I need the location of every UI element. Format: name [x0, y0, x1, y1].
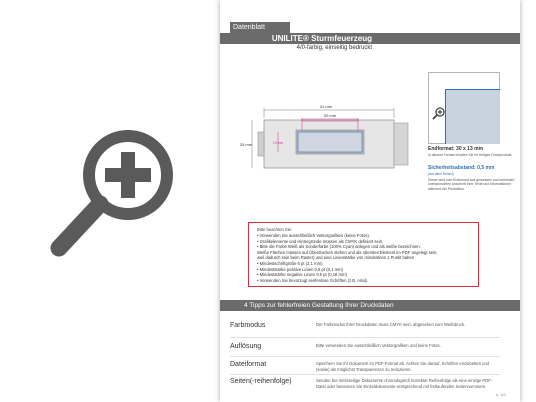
- notice-box: [248, 222, 479, 287]
- tips-title: 4 Tipps zur fehlerfreien Gestaltung Ihrer Druckdaten: [244, 302, 394, 309]
- zoom-detail-box[interactable]: [428, 72, 500, 144]
- zoom-in-icon[interactable]: [48, 124, 178, 260]
- print-area-detail: [445, 89, 500, 144]
- notice-line: • Verwenden Sie bevorzugt serifenlose Schriften (z.B. Arial).: [257, 277, 369, 283]
- notice-line: • Mindestschriftgröße 6 pt (2,1 mm): [257, 260, 323, 266]
- notice-line: weil dadurch sein beim Raster) und eine Linienstärke von mindestens 1 Punkt haben: [257, 255, 415, 261]
- header-label: Datenblatt: [230, 22, 290, 33]
- notice-line: • Bitte die Farbe Weiß als Sonderfarbe (100% Cyan) anlegen und als weiße bezeichnen.: [257, 244, 421, 250]
- endformat-desc: In diesem Format erhalten Sie Ihr fertiges Druckprodukt.: [428, 153, 513, 157]
- tip-divider: [230, 337, 500, 338]
- notice-line: • Verwenden Sie ausschließlich Vektorgrafiken (keine Fotos).: [257, 233, 370, 238]
- tip-text: Senden Sie mehrseitige Dokumente chronologisch korrekter Reihenfolge als eine einzige PDF-Datei oder benennen Sie Einzeldokumente entsprechend mit fortlaufenden Seitennummern.: [316, 378, 493, 389]
- document-title: UNILITE® Sturmfeuerzeug: [271, 34, 372, 43]
- datasheet-page: [220, 0, 520, 402]
- safety-title: Sicherheitsabstand: 0,5 mm: [428, 165, 495, 172]
- notice-title: Bitte beachten Sie:: [257, 227, 293, 232]
- tip-label: Dateiformat: [230, 361, 267, 368]
- notice-line: • Grafikelemente und Hintergründe müssen als CMYK definiert sein.: [257, 238, 384, 244]
- lighter-drawing: [238, 98, 413, 178]
- height-total-label: 25 mm: [239, 142, 253, 147]
- tip-divider: [230, 374, 500, 375]
- tip-text: Speichern Sie Ihr Dokument im PDF-Format ab. Achten Sie darauf, Schriften einzubetten und (sowie) als möglichst Transparenzen zu reduzieren.: [316, 361, 490, 372]
- tip-label: Seiten(-reihenfolge): [230, 378, 292, 385]
- zoom-in-icon[interactable]: [432, 106, 446, 120]
- endformat-title: Endformat: 30 x 13 mm: [428, 146, 484, 152]
- tip-text: Bitte verwenden Sie ausschließlich Vektorgrafiken und keine Fotos.: [316, 343, 441, 348]
- width-total-label: 41 mm: [319, 104, 333, 109]
- tip-label: Auflösung: [230, 343, 262, 350]
- width-print-label: 30 mm: [323, 113, 337, 118]
- notice-line: • Mindeststärke positive Linien 0,5 pt (0,1 mm): [257, 266, 343, 272]
- tip-label: Farbmodus: [230, 322, 266, 329]
- safety-subtitle: (auf allen Seiten): [428, 172, 454, 177]
- notice-line: Weiße Flächen müssen auf Überdrucken stehen und als oberstes Element im PDF angelegt sein,: [257, 249, 438, 255]
- notice-line: • Mindeststärke negative Linien 0,5 pt (0,18 mm): [257, 272, 347, 278]
- spec-notes: [428, 146, 516, 191]
- tip-divider: [230, 356, 500, 357]
- tip-text: Der Farbmodus Ihrer Druckdaten muss CMYK sein, abgesehen vom Weißdruck.: [316, 322, 466, 327]
- page-number: s. 1/2: [496, 392, 506, 397]
- safety-desc: Dieser wird vom Endformat aus gemessen und verhindert unerwünschten Anschnitt Ihrer Texte und Informationen während der Produktion.: [428, 177, 515, 191]
- height-print-label: 13 mm: [272, 141, 284, 145]
- document-subtitle: 4/0-farbig, einseitig bedruckt: [296, 45, 372, 51]
